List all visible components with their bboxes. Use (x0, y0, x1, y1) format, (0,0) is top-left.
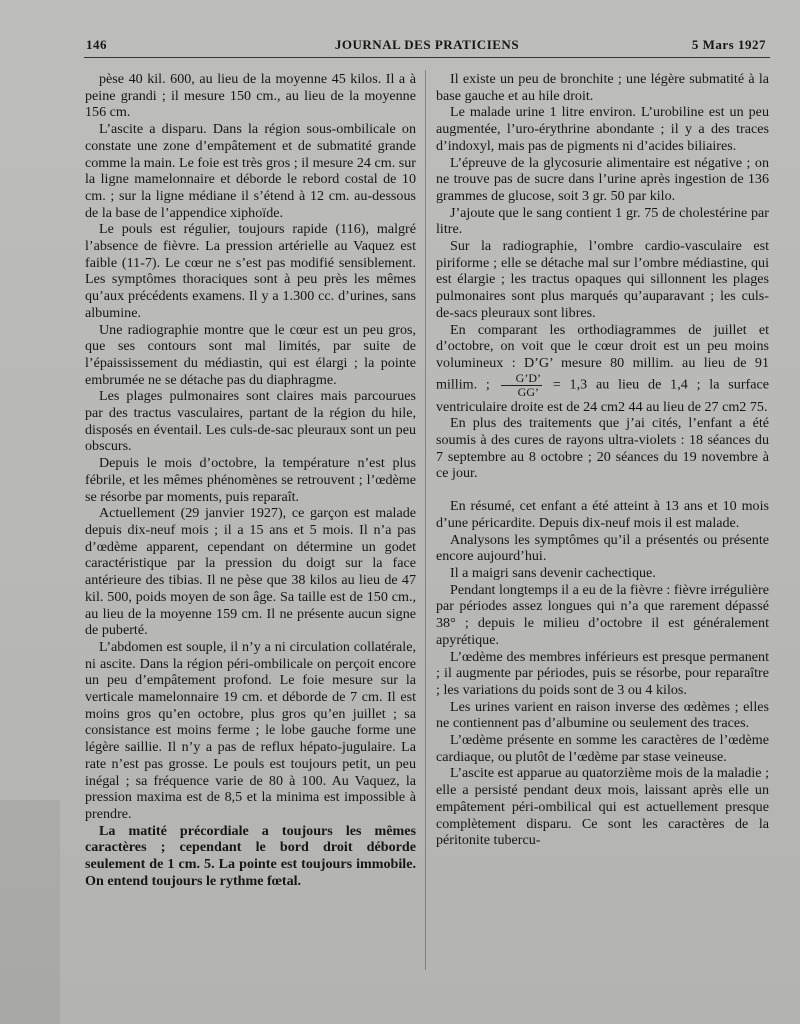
right-paragraph: Les urines varient en raison inverse des œdèmes ; elles ne contiennent pas d’albumine ou seulement des traces. (436, 698, 769, 732)
page-number: 146 (86, 37, 107, 52)
left-paragraph: Depuis le mois d’octobre, la température n’est plus fébrile, et les mêmes phénomènes se retrouvent ; l’œdème se résorbe par moments, puis reparaît. (85, 455, 416, 505)
paper-stain (0, 800, 60, 1024)
left-paragraph: La matité précordiale a toujours les mêmes caractères ; cependant le bord droit déborde seulement de 1 cm. 5. La pointe est toujours immobile. On entend toujours le rythme fœtal. (85, 822, 416, 889)
fraction-denominator: GG’ (517, 384, 539, 399)
right-paragraph: L’ascite est apparue au quatorzième mois de la maladie ; elle a persisté pendant deux mois, laissant après elle un empâtement péri-ombilical qui est actuellement presque complètement disparu. Ce sont les caractères de la péritonite tubercu- (436, 765, 769, 849)
summary-paragraph: En résumé, cet enfant a été atteint à 13 ans et 10 mois d’une péricardite. Depuis dix-neuf mois il est malade. (436, 498, 769, 531)
right-paragraph: L’œdème présente en somme les caractères de l’œdème cardiaque, ou plutôt de l’œdème par stase veineuse. (436, 732, 769, 765)
left-column (85, 71, 416, 889)
orthodiagram-paragraph (436, 322, 769, 416)
right-paragraph: Il a maigri sans devenir cachectique. (450, 564, 656, 581)
right-column (436, 71, 769, 849)
left-paragraph: Les plages pulmonaires sont claires mais parcourues par des tractus vasculaires, partant de la région du hile, disposés en éventail. Les culs-de-sac pleuraux sont un peu obscurs. (85, 388, 416, 455)
left-paragraph: L’abdomen est souple, il n’y a ni circulation collatérale, ni ascite. Dans la région péri-ombilicale on perçoit encore un peu d’empâtement profond. Le foie mesure sur la verticale mamelonnaire 19 cm. et déborde de 7 cm. Il est moins gros qu’en octobre, plus gros qu’en juillet ; sa consistance est moins ferme ; le lobe gauche forme une légère saillie. Il n’y a pas de reflux hépato-jugulaire. La rate n’est pas grosse. Le pouls est toujours petit, un peu inégal ; sa fréquence varie de 80 à 100. Au Vaquez, la pression maxima est de 8,5 et la minima est impossible à prendre. (85, 638, 416, 822)
orthodiagram-text-after: = 1,3 au lieu de 1,4 ; la surface ventriculaire droite est de 24 cm2 44 au lieu de 27 cm2 75. (436, 376, 769, 415)
ratio-fraction (501, 372, 542, 399)
right-paragraph: L’épreuve de la glycosurie alimentaire est négative ; on ne trouve pas de sucre dans l’urine après ingestion de 136 grammes de glucose, soit 3 gr. 50 par kilo. (436, 154, 769, 204)
left-paragraph: Actuellement (29 janvier 1927), ce garçon est malade depuis dix-neuf mois ; il a 15 ans et 5 mois. Il n’a pas d’œdème apparent, cependant on détermine un godet caractéristique par la pression du doigt sur la face antérieure des tibias. Il ne pèse que 38 kilos au lieu de 47 kil. 500, poids moyen de son âge. Sa taille est de 150 cm., au lieu de la moyenne 159 cm. Il ne présente aucun signe de puberté. (85, 505, 416, 639)
left-paragraph: Le pouls est régulier, toujours rapide (116), malgré l’absence de fièvre. La pression artérielle au Vaquez est faible (11-7). Le cœur ne s’est pas modifié sensiblement. Les symptômes thoraciques sont à peu près les mêmes qu’aux précédents examens. Il y a 1.300 cc. d’urines, sans albumine. (85, 221, 416, 321)
right-paragraph: Pendant longtemps il a eu de la fièvre : fièvre irrégulière par périodes assez longues qui n’a que rarement dépassé 38° ; depuis le milieu d’octobre il est généralement apyrétique. (436, 581, 769, 648)
orthodiagram-text-before: En comparant les orthodiagrammes de juillet et d’octobre, on voit que le cœur droit est un peu moins volumineux : D’G’ mesure 80 millim. au lieu de 91 millim. ; (436, 321, 769, 393)
right-paragraph: Il existe un peu de bronchite ; une légère submatité à la base gauche et au hile droit. (436, 71, 769, 104)
header-rule (84, 57, 770, 58)
right-paragraph: En plus des traitements que j’ai cités, l’enfant a été soumis à des cures de rayons ultra-violets : 18 séances du 7 septembre au 8 octobre ; 20 séances du 19 novembre à ce jour. (436, 415, 769, 482)
right-paragraph: Le malade urine 1 litre environ. L’urobiline est un peu augmentée, l’uro-érythrine abondante ; il y a des traces d’indoxyl, mais pas de pigments ni d’acides biliaires. (436, 104, 769, 154)
page-header (86, 37, 768, 57)
right-paragraph: Analysons les symptômes qu’il a présentés ou présente encore aujourd’hui. (436, 531, 769, 565)
left-paragraph: Une radiographie montre que le cœur est un peu gros, que ses contours sont mal limités, par suite de l’épaississement du médiastin, qui est élargi ; la pointe embrumée ne se détache pas du diaphragme. (85, 321, 416, 388)
right-paragraph: J’ajoute que le sang contient 1 gr. 75 de cholestérine par litre. (436, 204, 769, 238)
right-paragraph: Sur la radiographie, l’ombre cardio-vasculaire est piriforme ; elle se détache mal sur l’ombre médiastine, qui est élargie ; les tractus opaques qui sillonnent les plages pulmonaires sont plus marqués qu’auparavant ; les culs-de-sacs pleuraux sont libres. (436, 238, 769, 321)
left-paragraph: L’ascite a disparu. Dans la région sous-ombilicale on constate une zone d’empâtement et de submatité grande comme la main. Le foie est très gros ; il mesure 24 cm. sur la ligne mamelonnaire et déborde le rebord costal de 10 cm. ; sur la ligne médiane il s’étend à 12 cm. au-dessous de la base de l’appendice xiphoïde. (85, 121, 416, 221)
journal-title: JOURNAL DES PRATICIENS (334, 37, 520, 52)
fraction-numerator: G’D’ (501, 372, 542, 386)
right-paragraph: L’œdème des membres inférieurs est presque permanent ; il augmente par périodes, puis se résorbe, pour reparaître ; les variations du poids sont de 3 ou 4 kilos. (436, 648, 769, 698)
column-separator (425, 70, 426, 970)
left-paragraph: pèse 40 kil. 600, au lieu de la moyenne 45 kilos. Il a à peine grandi ; il mesure 150 cm., au lieu de la moyenne 156 cm. (85, 71, 416, 121)
issue-date: 5 Mars 1927 (691, 37, 766, 52)
